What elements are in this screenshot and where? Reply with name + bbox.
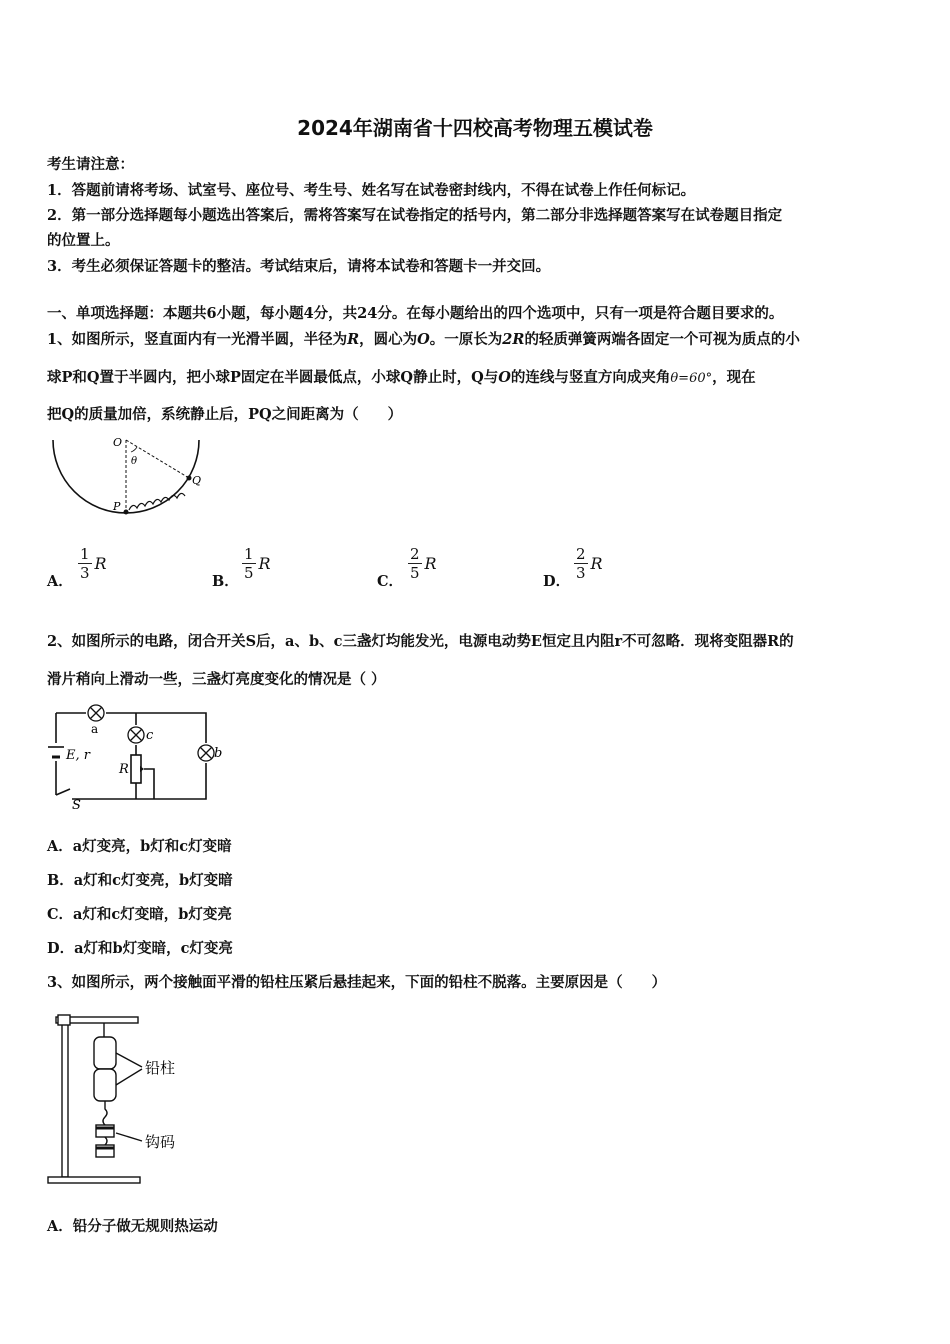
- lamp-a-cross: [90, 707, 102, 719]
- label-lead: 铅柱: [145, 1059, 176, 1077]
- lamp-c-cross: [130, 729, 142, 741]
- q1-option-b-value: [242, 545, 271, 582]
- q1-option-c-value: [408, 545, 437, 582]
- variable: R: [424, 554, 437, 573]
- q1-text: 球P和Q置于半圆内，把小球P固定在半圆最低点，小球Q静止时，Q与: [47, 369, 499, 386]
- slider-wire: [144, 769, 154, 799]
- stand-clamp: [58, 1015, 70, 1025]
- notice-item-2: 2．第一部分选择题每小题选出答案后，需将答案写在试卷指定的括号内，第二部分非选择题答案写在试卷题目指定: [47, 207, 783, 224]
- denominator: 5: [410, 564, 420, 582]
- q1-option-d-value: [574, 545, 603, 582]
- label-p: P: [113, 500, 121, 513]
- q1-text: 的连线与竖直方向成夹角: [510, 369, 671, 386]
- lead-pointer-lines: [116, 1053, 142, 1085]
- lead-cylinder-bottom: [94, 1069, 116, 1101]
- wire-top-right: [106, 713, 206, 743]
- q1-var-2r: 2R: [502, 331, 525, 348]
- q2-option-d: D．a灯和b灯变暗，c灯变亮: [47, 940, 233, 957]
- label-theta: θ: [131, 456, 138, 467]
- q2-circuit-figure: [44, 703, 234, 813]
- stand-base: [48, 1177, 140, 1183]
- spring-coil: [129, 493, 185, 510]
- rheostat-r: [131, 755, 141, 783]
- q2-option-a: A．a灯变亮，b灯和c灯变暗: [47, 838, 232, 855]
- label-e-r: E, r: [66, 748, 90, 763]
- denominator: 5: [244, 564, 254, 582]
- angle-arc: [131, 447, 137, 452]
- section-heading: 一、单项选择题：本题共6小题，每小题4分，共24分。在每小题给出的四个选项中，只有一项是符合题目要求的。: [47, 305, 784, 322]
- variable: R: [590, 554, 603, 573]
- weight-pointer-line: [116, 1133, 142, 1141]
- q1-text: 1、如图所示，竖直面内有一光滑半圆，半径为: [47, 331, 348, 348]
- q1-option-b-label: B．: [212, 573, 239, 590]
- label-weight: 钩码: [145, 1133, 176, 1151]
- q1-text: ，现在: [712, 369, 756, 386]
- numerator: 2: [410, 545, 420, 563]
- numerator: 1: [80, 545, 90, 563]
- label-c: c: [146, 728, 154, 743]
- q1-line-3: 把Q的质量加倍，系统静止后，PQ之间距离为（ ）: [47, 406, 403, 423]
- ball-p: [124, 510, 129, 515]
- denominator: 3: [576, 564, 586, 582]
- label-s: S: [72, 798, 81, 813]
- lamp-b-cross: [200, 747, 212, 759]
- lead-cylinder-top: [94, 1037, 116, 1069]
- q1-var-o: O: [498, 369, 511, 386]
- q1-line-1: [47, 328, 800, 349]
- denominator: 3: [80, 564, 90, 582]
- notice-item-2-cont: 的位置上。: [47, 232, 120, 249]
- stand-pole: [62, 1017, 68, 1177]
- q1-option-a-value: [78, 545, 107, 582]
- variable: R: [94, 554, 107, 573]
- variable: R: [258, 554, 271, 573]
- q1-angle: θ=60°: [670, 371, 713, 386]
- switch-s: [56, 789, 70, 795]
- label-r: R: [119, 762, 129, 777]
- label-o: O: [113, 436, 123, 449]
- notice-item-3: 3．考生必须保证答题卡的整洁。考试结束后，请将本试卷和答题卡一并交回。: [47, 258, 551, 275]
- q2-option-b: B．a灯和c灯变亮，b灯变暗: [47, 872, 233, 889]
- slider-arrow: [140, 766, 144, 772]
- q1-var-r: R: [347, 331, 360, 348]
- q1-semicircle-figure: [47, 436, 207, 526]
- q1-option-a-label: A．: [47, 573, 73, 590]
- wire-bottom: [72, 763, 206, 799]
- q1-line-2: [47, 366, 756, 387]
- q1-text: 。一原长为: [429, 331, 503, 348]
- q1-var-o: O: [417, 331, 430, 348]
- q3-option-a: A．铅分子做无规则热运动: [47, 1218, 218, 1235]
- q1-text: 的轻质弹簧两端各固定一个可视为质点的小: [524, 331, 800, 348]
- q2-option-c: C．a灯和c灯变暗，b灯变亮: [47, 906, 232, 923]
- q2-line-1: 2、如图所示的电路，闭合开关S后，a、b、c三盏灯均能发光，电源电动势E恒定且内阻r不可忽略．现将变阻器R的: [47, 633, 794, 650]
- label-b: b: [214, 746, 223, 761]
- numerator: 2: [576, 545, 586, 563]
- hook-1: [103, 1101, 107, 1125]
- q1-option-d-label: D．: [543, 573, 571, 590]
- exam-title: 2024年湖南省十四校高考物理五模试卷: [297, 116, 653, 140]
- notice-heading: 考生请注意：: [47, 156, 134, 173]
- ball-q: [187, 476, 192, 481]
- q2-line-2: 滑片稍向上滑动一些，三盏灯亮度变化的情况是（ ）: [47, 671, 386, 688]
- q1-text: ，圆心为: [359, 331, 418, 348]
- q3-line-1: 3、如图所示，两个接触面平滑的铅柱压紧后悬挂起来，下面的铅柱不脱落。主要原因是（ ）: [47, 974, 667, 991]
- notice-item-1: 1．答题前请将考场、试室号、座位号、考生号、姓名写在试卷密封线内，不得在试卷上作任何标记。: [47, 182, 696, 199]
- numerator: 1: [244, 545, 254, 563]
- label-a: a: [91, 722, 99, 736]
- label-q: Q: [192, 474, 202, 487]
- q1-option-c-label: C．: [377, 573, 404, 590]
- q3-lead-cylinder-figure: [44, 1005, 204, 1190]
